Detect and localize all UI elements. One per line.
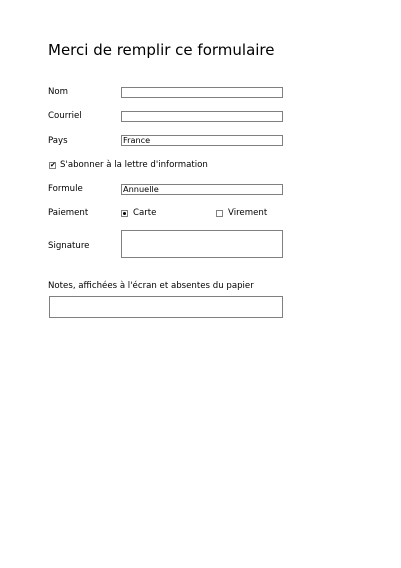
formule-field[interactable]: Annuelle xyxy=(121,184,283,195)
check-icon: ✔ xyxy=(50,161,56,169)
radio-carte-label: Carte xyxy=(133,208,157,218)
formule-label: Formule xyxy=(48,184,83,194)
radio-virement-label: Virement xyxy=(228,208,268,218)
pays-label: Pays xyxy=(48,136,68,146)
signature-field[interactable] xyxy=(121,230,283,258)
signature-label: Signature xyxy=(48,241,90,251)
notes-label: Notes, affichées à l'écran et absentes du papier xyxy=(48,281,254,291)
nom-label: Nom xyxy=(48,87,69,97)
radio-carte[interactable] xyxy=(121,210,128,217)
nom-field[interactable] xyxy=(121,87,283,98)
newsletter-label: S'abonner à la lettre d'information xyxy=(60,160,208,170)
radio-dot-icon xyxy=(123,212,126,215)
courriel-label: Courriel xyxy=(48,111,82,121)
courriel-field[interactable] xyxy=(121,111,283,122)
paiement-label: Paiement xyxy=(48,208,89,218)
pays-field[interactable]: France xyxy=(121,135,283,146)
notes-field[interactable] xyxy=(49,296,283,318)
newsletter-checkbox[interactable] xyxy=(49,162,56,169)
page-title: Merci de remplir ce formulaire xyxy=(48,41,275,59)
radio-virement[interactable] xyxy=(216,210,223,217)
